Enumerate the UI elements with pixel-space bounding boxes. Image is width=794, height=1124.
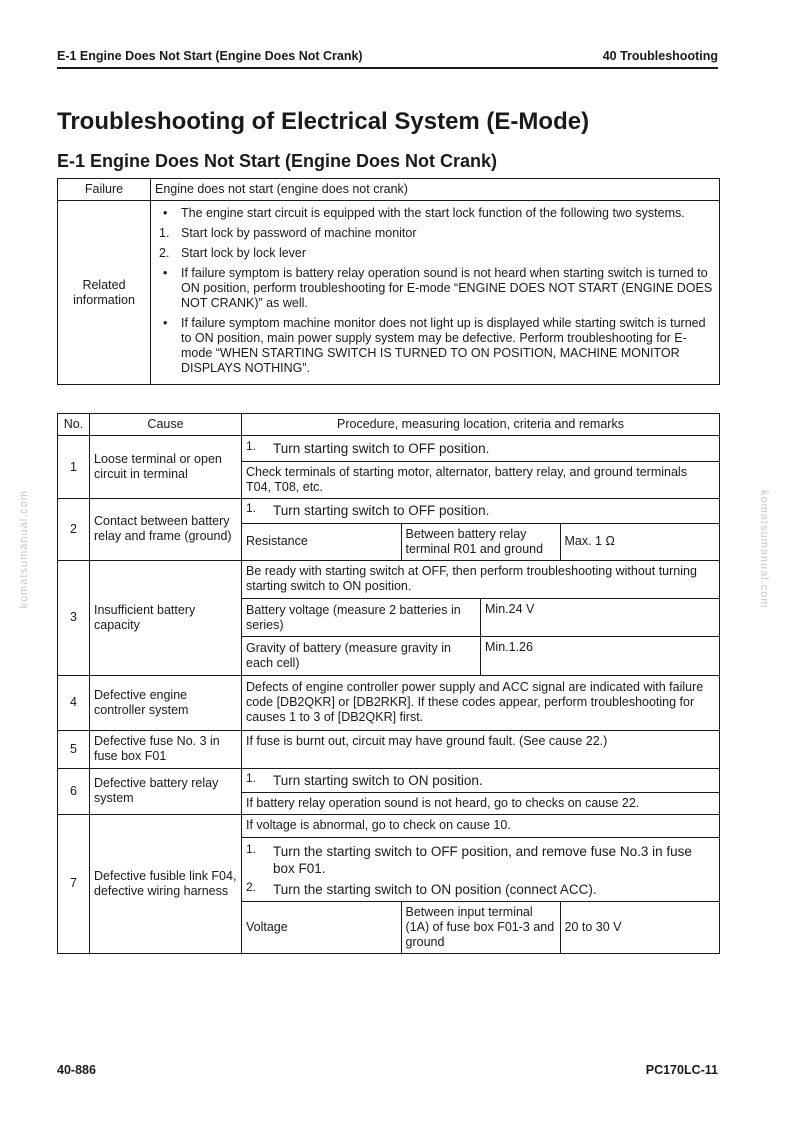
procedure-cell [242,436,720,499]
criteria-label: Gravity of battery (measure gravity in each cell) [246,640,451,670]
step-text: Turn the starting switch to ON position (connect ACC). [273,881,597,897]
step-number: 1. [246,438,257,453]
procedure-step [246,881,715,898]
cause-number: 7 [58,815,90,954]
cause-number: 2 [58,499,90,561]
procedure-note: Be ready with starting switch at OFF, then perform troubleshooting without turning starting switch to ON position. [242,561,719,599]
table-row [58,560,720,675]
header-section-title: E-1 Engine Does Not Start (Engine Does Not Crank) [57,49,363,63]
step-number: 2. [246,879,257,894]
cause-text: Defective fuse No. 3 in fuse box F01 [90,730,242,768]
measure-label: Voltage [246,919,288,934]
watermark-left: komatsumanual.com [18,490,30,609]
list-item-text: Start lock by password of machine monitor [181,226,417,240]
number-marker: 2. [159,246,170,260]
cause-text: Loose terminal or open circuit in terminal [90,436,242,499]
step-text: Turn starting switch to ON position. [273,772,483,788]
cause-number: 5 [58,730,90,768]
list-item-text: Start lock by lock lever [181,246,307,260]
related-row [58,201,720,385]
procedure-text: Check terminals of starting motor, alternator, battery relay, and ground terminals T04, T08, etc. [246,464,687,494]
step-text: Turn the starting switch to OFF position, and remove fuse No.3 in fuse box F01. [273,843,692,876]
cause-number: 4 [58,675,90,730]
list-item [155,226,715,241]
failure-row [58,179,720,201]
procedure-cell [242,560,720,675]
procedure-cell [242,768,720,815]
header-chapter: 40 Troubleshooting [602,49,718,63]
measure-location: Between input terminal (1A) of fuse box F01-3 and ground [401,901,560,953]
cause-number: 3 [58,560,90,675]
page-title: Troubleshooting of Electrical System (E-Mode) [57,108,590,135]
step-text: Turn starting switch to OFF position. [273,440,490,456]
related-info-list [155,206,715,376]
failure-label: Failure [58,179,151,201]
watermark-right: komatsumanual.com [758,490,770,609]
procedure-step [246,502,715,519]
measure-label: Resistance [246,534,308,548]
step-number: 1. [246,841,257,856]
list-item [155,316,715,376]
procedure-step [246,440,715,457]
bullet-marker: • [163,266,168,280]
info-table [57,178,720,385]
criteria-value: Min.24 V [481,599,720,637]
measure-location: Between battery relay terminal R01 and ground [401,523,560,560]
list-item [155,266,715,311]
page-number: 40-886 [57,1063,96,1077]
table-row [58,768,720,815]
related-label: Related information [58,201,151,385]
procedure-text: If battery relay operation sound is not heard, go to checks on cause 22. [246,795,640,810]
running-header [57,49,718,69]
list-item-text: If failure symptom machine monitor does not light up is displayed while starting switch is turned to ON position, main power supply system may be defective. Perform troubleshooting for E-mode “WHEN STARTING SWITCH IS TURNED TO ON POSITION, MACHINE MONITOR DISPLAYS NOTHING”. [181,316,706,375]
table-row [58,815,720,954]
cause-text: Defective fusible link F04, defective wiring harness [90,815,242,954]
model-code: PC170LC-11 [645,1063,718,1077]
table-row [58,499,720,561]
failure-value: Engine does not start (engine does not crank) [151,179,720,201]
list-item [155,206,715,221]
bullet-marker: • [163,316,168,330]
criteria-label: Battery voltage (measure 2 batteries in series) [242,599,481,637]
number-marker: 1. [159,226,170,240]
procedure-step [246,843,715,877]
table-header-row [58,414,720,436]
cause-number: 1 [58,436,90,499]
procedure-note: If voltage is abnormal, go to check on cause 10. [242,815,719,837]
cause-number: 6 [58,768,90,815]
step-number: 1. [246,770,257,785]
measure-value: Max. 1 Ω [560,523,719,560]
step-text: Turn starting switch to OFF position. [273,503,490,519]
table-row [58,675,720,730]
table-row [58,436,720,499]
header-no: No. [58,414,90,436]
header-cause: Cause [90,414,242,436]
bullet-marker: • [163,206,168,220]
procedure-cell [242,499,720,561]
cause-text: Defective battery relay system [90,768,242,815]
list-item-text: If failure symptom is battery relay operation sound is not heard when starting switch is turned to ON position, perform troubleshooting for E-mode “ENGINE DOES NOT START (ENGINE DOES NOT CRANK)” as well. [181,266,713,310]
procedure-cell [242,815,720,954]
related-info-cell [151,201,720,385]
list-item [155,246,715,261]
cause-table [57,413,720,954]
procedure-text: If fuse is burnt out, circuit may have ground fault. (See cause 22.) [242,730,720,768]
header-procedure: Procedure, measuring location, criteria and remarks [242,414,720,436]
section-title: E-1 Engine Does Not Start (Engine Does Not Crank) [57,151,498,171]
table-row [58,730,720,768]
list-item-text: The engine start circuit is equipped with the start lock function of the following two systems. [181,206,685,220]
cause-text: Contact between battery relay and frame (ground) [90,499,242,561]
cause-text: Insufficient battery capacity [90,560,242,675]
procedure-step [246,772,715,789]
procedure-text: Defects of engine controller power supply and ACC signal are indicated with failure code [DB2QKR] or [DB2RKR]. If these codes appear, perform troubleshooting for causes 1 to 3 of [DB2QKR] first. [242,675,720,730]
cause-text: Defective engine controller system [90,675,242,730]
measure-value: 20 to 30 V [560,901,719,953]
step-number: 1. [246,501,257,516]
criteria-value: Min.1.26 [481,637,720,675]
